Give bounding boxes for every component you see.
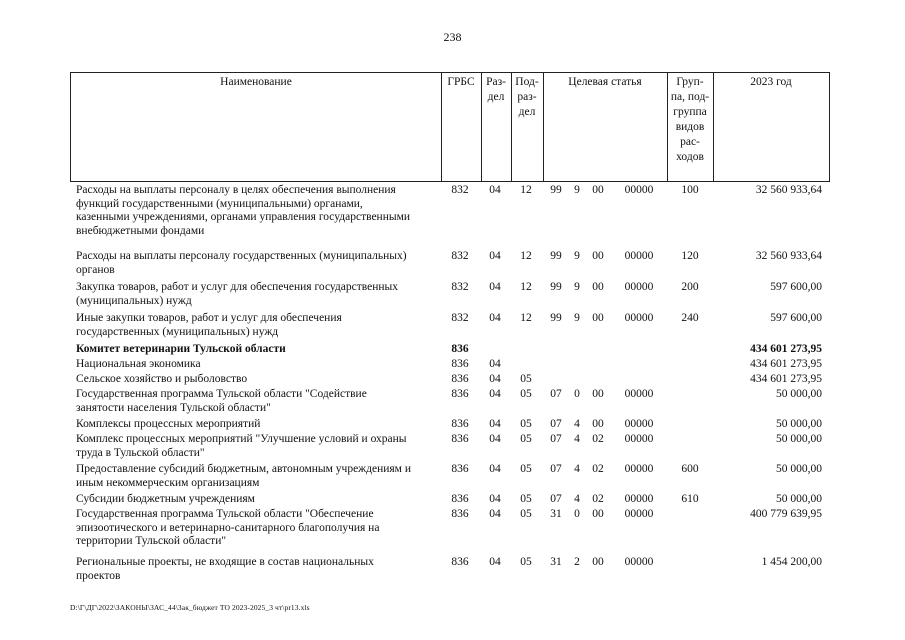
row-cell-t4: 00000 <box>624 493 654 505</box>
page-number: 238 <box>443 30 462 44</box>
row-cell-rz: 04 <box>489 388 501 400</box>
row-name <box>76 184 438 238</box>
row-amount: 434 601 273,95 <box>750 373 822 385</box>
row-cell-t4: 00000 <box>624 184 654 196</box>
row-cell-pr: 05 <box>520 418 532 430</box>
row-cell-grbs: 832 <box>451 281 469 293</box>
row-cell-t3: 00 <box>592 184 604 196</box>
row-amount: 434 601 273,95 <box>750 343 822 355</box>
table-row <box>70 343 830 358</box>
row-name <box>76 493 438 507</box>
row-cell-t2: 4 <box>574 433 580 445</box>
row-cell-t3: 00 <box>592 312 604 324</box>
row-amount: 32 560 933,64 <box>755 184 822 196</box>
row-cell-t4: 00000 <box>624 556 654 568</box>
row-cell-rz: 04 <box>489 508 501 520</box>
row-cell-t1: 31 <box>550 556 562 568</box>
row-cell-grbs: 832 <box>451 312 469 324</box>
row-name-line: Государственная программа Тульской области "Содействие <box>76 388 367 400</box>
row-cell-t2: 4 <box>574 463 580 475</box>
row-name-line: Комплекс процессных мероприятий "Улучшение условий и охраны <box>76 433 407 445</box>
header-name: Наименование <box>220 76 292 88</box>
header-group-line: Груп- <box>676 76 704 88</box>
row-name <box>76 373 438 387</box>
row-cell-t4: 00000 <box>624 250 654 262</box>
row-cell-pr: 05 <box>520 556 532 568</box>
row-name-line: (муниципальных) нужд <box>76 294 192 307</box>
header-podrazdel-line: дел <box>518 106 536 118</box>
row-name-line: Субсидии бюджетным учреждениям <box>76 493 255 505</box>
row-cell-t3: 00 <box>592 508 604 520</box>
row-cell-t4: 00000 <box>624 418 654 430</box>
row-cell-t1: 99 <box>550 250 562 262</box>
row-amount: 597 600,00 <box>770 281 822 293</box>
table-row <box>70 312 830 343</box>
row-cell-t3: 00 <box>592 281 604 293</box>
row-cell-t3: 00 <box>592 250 604 262</box>
row-name <box>76 433 438 460</box>
row-cell-t3: 00 <box>592 418 604 430</box>
row-cell-t1: 07 <box>550 463 562 475</box>
row-cell-pr: 05 <box>520 373 532 385</box>
row-amount: 434 601 273,95 <box>750 358 822 370</box>
row-cell-t1: 07 <box>550 433 562 445</box>
row-name-line: внебюджетными фондами <box>76 224 205 237</box>
table-row <box>70 418 830 433</box>
row-cell-rz: 04 <box>489 556 501 568</box>
row-cell-grbs: 836 <box>451 388 469 400</box>
row-cell-vr: 240 <box>681 312 699 324</box>
table-row <box>70 281 830 312</box>
row-name-line: Расходы на выплаты персоналу государственных (муниципальных) <box>76 250 407 262</box>
row-name-line: органов <box>76 263 115 276</box>
table-row <box>70 184 830 250</box>
row-cell-grbs: 836 <box>451 463 469 475</box>
row-name <box>76 556 438 583</box>
row-name <box>76 463 438 490</box>
row-cell-t3: 02 <box>592 463 604 475</box>
row-name <box>76 508 438 549</box>
row-cell-t2: 9 <box>574 281 580 293</box>
header-group-line: рас- <box>680 136 700 148</box>
row-amount: 32 560 933,64 <box>755 250 822 262</box>
row-name-line: занятости населения Тульской области" <box>76 401 271 414</box>
row-cell-grbs: 836 <box>451 373 469 385</box>
row-cell-t1: 99 <box>550 184 562 196</box>
header-target: Целевая статья <box>568 76 642 88</box>
row-cell-rz: 04 <box>489 250 501 262</box>
row-cell-grbs: 836 <box>451 433 469 445</box>
row-cell-t2: 9 <box>574 184 580 196</box>
row-amount: 50 000,00 <box>776 433 822 445</box>
row-name <box>76 418 438 432</box>
header-group-line: видов <box>675 121 705 133</box>
row-amount: 50 000,00 <box>776 493 822 505</box>
row-name-line: государственных (муниципальных) нужд <box>76 325 279 338</box>
header-podrazdel-line: раз- <box>517 91 537 103</box>
row-name <box>76 312 438 339</box>
row-cell-rz: 04 <box>489 373 501 385</box>
row-cell-t2: 0 <box>574 508 580 520</box>
row-cell-grbs: 836 <box>451 556 469 568</box>
row-cell-t2: 4 <box>574 493 580 505</box>
row-cell-rz: 04 <box>489 463 501 475</box>
row-cell-t1: 99 <box>550 281 562 293</box>
header-podrazdel-line: Под- <box>515 76 539 88</box>
row-name-line: Государственная программа Тульской области "Обеспечение <box>76 508 374 520</box>
row-name-line: Предоставление субсидий бюджетным, автономным учреждениям и <box>76 463 411 475</box>
row-name <box>76 281 438 308</box>
row-name-line: Расходы на выплаты персоналу в целях обеспечения выполнения <box>76 184 396 196</box>
row-cell-vr: 200 <box>681 281 699 293</box>
table-row <box>70 433 830 463</box>
row-cell-grbs: 836 <box>451 358 469 370</box>
row-cell-t3: 02 <box>592 433 604 445</box>
row-name-line: эпизоотического и ветеринарно-санитарного благополучия на <box>76 521 380 534</box>
row-cell-rz: 04 <box>489 433 501 445</box>
row-cell-rz: 04 <box>489 418 501 430</box>
row-name <box>76 250 438 277</box>
header-group-line: ходов <box>676 151 704 163</box>
row-cell-rz: 04 <box>489 358 501 370</box>
row-cell-grbs: 836 <box>451 418 469 430</box>
row-cell-t4: 00000 <box>624 281 654 293</box>
row-name <box>76 343 438 357</box>
row-cell-pr: 12 <box>520 281 532 293</box>
row-cell-t2: 2 <box>574 556 580 568</box>
row-name-line: Национальная экономика <box>76 358 201 370</box>
row-cell-grbs: 836 <box>451 343 469 355</box>
row-name-line: Комплексы процессных мероприятий <box>76 418 261 430</box>
row-name-line: труда в Тульской области" <box>76 446 205 459</box>
row-cell-t4: 00000 <box>624 508 654 520</box>
row-cell-pr: 12 <box>520 312 532 324</box>
row-cell-t3: 00 <box>592 556 604 568</box>
row-name-line: Региональные проекты, не входящие в состав национальных <box>76 556 374 568</box>
row-cell-grbs: 836 <box>451 493 469 505</box>
table-row <box>70 358 830 373</box>
row-cell-t1: 07 <box>550 418 562 430</box>
table-header <box>70 72 830 182</box>
row-amount: 50 000,00 <box>776 463 822 475</box>
row-cell-t4: 00000 <box>624 433 654 445</box>
row-name-line: проектов <box>76 569 121 582</box>
row-cell-grbs: 832 <box>451 184 469 196</box>
row-name-line: Сельское хозяйство и рыболовство <box>76 373 248 385</box>
row-cell-t1: 99 <box>550 312 562 324</box>
header-razdel-line: Раз- <box>486 76 506 88</box>
table-row <box>70 508 830 556</box>
table-row <box>70 388 830 418</box>
row-name <box>76 388 438 415</box>
header-group-line: па, под- <box>670 91 710 103</box>
row-amount: 1 454 200,00 <box>761 556 822 568</box>
row-name-line: функций государственными (муниципальными) органами, <box>76 197 363 210</box>
row-cell-t3: 02 <box>592 493 604 505</box>
row-cell-pr: 05 <box>520 463 532 475</box>
row-name <box>76 358 438 372</box>
row-cell-vr: 600 <box>681 463 699 475</box>
row-cell-pr: 05 <box>520 508 532 520</box>
row-cell-grbs: 836 <box>451 508 469 520</box>
row-name-line: Комитет ветеринарии Тульской области <box>76 343 286 355</box>
table-row <box>70 556 830 586</box>
row-cell-grbs: 832 <box>451 250 469 262</box>
row-cell-rz: 04 <box>489 312 501 324</box>
header-group-line: группа <box>673 106 707 118</box>
row-amount: 50 000,00 <box>776 418 822 430</box>
row-cell-t4: 00000 <box>624 463 654 475</box>
row-name-line: Закупка товаров, работ и услуг для обеспечения государственных <box>76 281 399 293</box>
header-podrazdel <box>511 75 543 183</box>
header-year: 2023 год <box>750 76 792 88</box>
table-row <box>70 463 830 493</box>
table-row <box>70 493 830 508</box>
row-cell-t1: 07 <box>550 388 562 400</box>
row-cell-t1: 07 <box>550 493 562 505</box>
row-amount: 400 779 639,95 <box>750 508 822 520</box>
row-name-line: территории Тульской области" <box>76 535 227 547</box>
header-group <box>667 75 713 183</box>
row-name-line: казенными учреждениями, органами управления государственными <box>76 211 411 223</box>
row-amount: 597 600,00 <box>770 312 822 324</box>
row-cell-t2: 0 <box>574 388 580 400</box>
row-cell-pr: 05 <box>520 388 532 400</box>
row-cell-t2: 9 <box>574 312 580 324</box>
table-body <box>70 184 830 586</box>
row-cell-t4: 00000 <box>624 388 654 400</box>
row-name-line: иным некоммерческим организациям <box>76 476 260 489</box>
row-cell-rz: 04 <box>489 184 501 196</box>
row-cell-vr: 100 <box>681 184 699 196</box>
row-amount: 50 000,00 <box>776 388 822 400</box>
row-cell-pr: 12 <box>520 250 532 262</box>
row-cell-vr: 610 <box>681 493 699 505</box>
row-cell-t1: 31 <box>550 508 562 520</box>
row-cell-t3: 00 <box>592 388 604 400</box>
row-cell-vr: 120 <box>681 250 699 262</box>
header-razdel-line: дел <box>487 91 505 103</box>
row-name-line: Иные закупки товаров, работ и услуг для обеспечения <box>76 312 342 324</box>
row-cell-pr: 05 <box>520 433 532 445</box>
table-row <box>70 373 830 388</box>
row-cell-pr: 12 <box>520 184 532 196</box>
row-cell-t4: 00000 <box>624 312 654 324</box>
row-cell-rz: 04 <box>489 493 501 505</box>
row-cell-t2: 4 <box>574 418 580 430</box>
row-cell-pr: 05 <box>520 493 532 505</box>
header-razdel <box>481 75 511 183</box>
row-cell-t2: 9 <box>574 250 580 262</box>
table-row <box>70 250 830 281</box>
header-grbs: ГРБС <box>447 76 475 88</box>
row-cell-rz: 04 <box>489 281 501 293</box>
footer-file-path: D:\Г\ДГ\2022\ЗАКОНЫ\ЗАС_44\Зак_бюджет ТО 2023-2025_3 чт\pr13.xls <box>70 603 310 612</box>
